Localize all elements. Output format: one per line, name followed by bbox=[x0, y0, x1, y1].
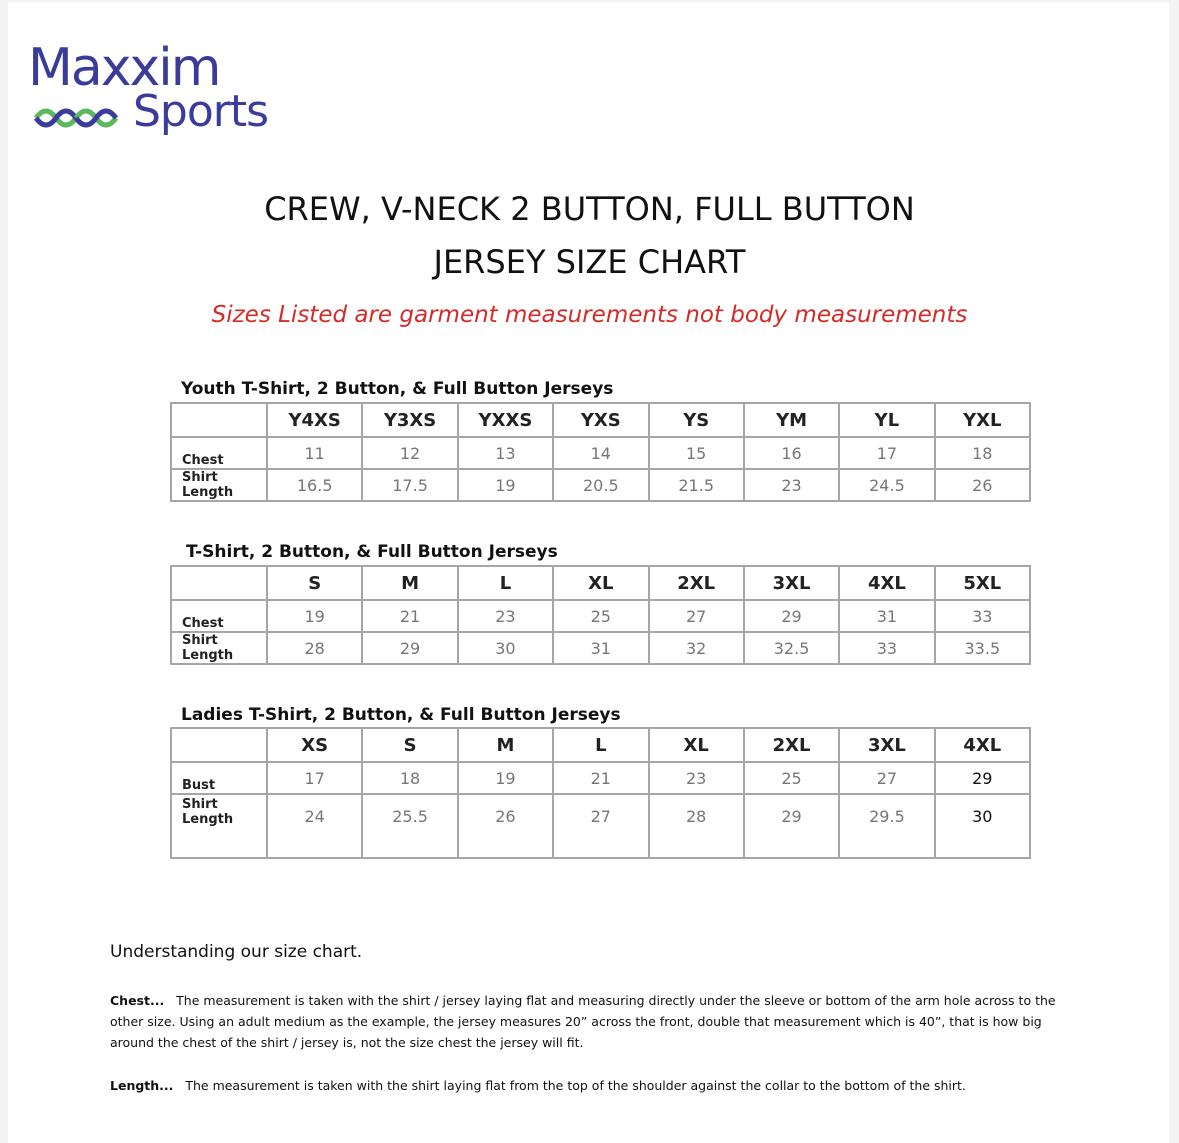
table-cell: 29.5 bbox=[839, 794, 934, 858]
size-header: 4XL bbox=[839, 566, 934, 600]
table-cell: 24.5 bbox=[839, 469, 934, 501]
page-title-line2: JERSEY SIZE CHART bbox=[433, 243, 746, 281]
size-header: XL bbox=[649, 728, 744, 762]
table-cell: 15 bbox=[649, 437, 744, 469]
table-cell: 21.5 bbox=[649, 469, 744, 501]
size-header: Y3XS bbox=[362, 403, 457, 437]
size-header: 2XL bbox=[649, 566, 744, 600]
table-cell: 28 bbox=[649, 794, 744, 858]
row-label: Chest bbox=[171, 600, 267, 632]
table-cell: 17 bbox=[839, 437, 934, 469]
table-cell: 25.5 bbox=[362, 794, 457, 858]
table-cell: 29 bbox=[744, 600, 839, 632]
size-header: M bbox=[362, 566, 457, 600]
size-header: 5XL bbox=[935, 566, 1030, 600]
corner-cell bbox=[171, 728, 267, 762]
table-cell: 27 bbox=[553, 794, 648, 858]
row-label: Shirt Length bbox=[171, 794, 267, 858]
size-header: 4XL bbox=[935, 728, 1030, 762]
table-row bbox=[171, 762, 1030, 794]
table-cell: 20.5 bbox=[553, 469, 648, 501]
size-header: YXL bbox=[935, 403, 1030, 437]
table-cell: 23 bbox=[649, 762, 744, 794]
table-cell: 11 bbox=[267, 437, 362, 469]
chest-explanation-text: The measurement is taken with the shirt / jersey laying flat and measuring directly under the sleeve or bottom of the arm hole across to the other size. Using an adult medium as the example, the jersey measures 20” across the front, double that measurement which is 40”, that is how big around the chest of the shirt / jersey is, not the size chest the jersey will fit. bbox=[110, 993, 1056, 1050]
logo-wordmark-top: Maxxim bbox=[28, 38, 220, 98]
row-label: Bust bbox=[171, 762, 267, 794]
table-cell: 29 bbox=[362, 632, 457, 664]
page-title-line1: CREW, V-NECK 2 BUTTON, FULL BUTTON bbox=[264, 190, 915, 228]
table-cell: 25 bbox=[744, 762, 839, 794]
table-header-row bbox=[171, 728, 1030, 762]
length-explanation bbox=[110, 1075, 1080, 1096]
size-header: YL bbox=[839, 403, 934, 437]
table-cell: 23 bbox=[744, 469, 839, 501]
understanding-heading: Understanding our size chart. bbox=[110, 942, 363, 962]
youth-table-title: Youth T-Shirt, 2 Button, & Full Button Jerseys bbox=[181, 379, 614, 399]
table-cell: 30 bbox=[458, 632, 553, 664]
adult-table-title: T-Shirt, 2 Button, & Full Button Jerseys bbox=[186, 542, 558, 562]
table-cell: 17 bbox=[267, 762, 362, 794]
table-header-row bbox=[171, 403, 1030, 437]
table-cell: 30 bbox=[935, 794, 1030, 858]
table-cell: 16 bbox=[744, 437, 839, 469]
table-cell: 31 bbox=[553, 632, 648, 664]
table-cell: 14 bbox=[553, 437, 648, 469]
table-cell: 18 bbox=[935, 437, 1030, 469]
table-cell: 26 bbox=[935, 469, 1030, 501]
corner-cell bbox=[171, 566, 267, 600]
table-cell: 13 bbox=[458, 437, 553, 469]
row-label: Shirt Length bbox=[171, 632, 267, 664]
table-cell: 25 bbox=[553, 600, 648, 632]
table-cell: 19 bbox=[267, 600, 362, 632]
size-header: M bbox=[458, 728, 553, 762]
table-cell: 32.5 bbox=[744, 632, 839, 664]
size-header: S bbox=[362, 728, 457, 762]
size-header: L bbox=[458, 566, 553, 600]
size-header: YM bbox=[744, 403, 839, 437]
row-label: Chest bbox=[171, 437, 267, 469]
length-explanation-label: Length... bbox=[110, 1078, 174, 1093]
corner-cell bbox=[171, 403, 267, 437]
size-header: XS bbox=[267, 728, 362, 762]
table-row bbox=[171, 632, 1030, 664]
table-row bbox=[171, 794, 1030, 858]
size-header: YXXS bbox=[458, 403, 553, 437]
ladies-size-table bbox=[170, 727, 1031, 859]
ladies-table-title: Ladies T-Shirt, 2 Button, & Full Button Jerseys bbox=[181, 705, 621, 725]
size-header: 3XL bbox=[744, 566, 839, 600]
table-cell: 21 bbox=[553, 762, 648, 794]
table-cell: 23 bbox=[458, 600, 553, 632]
size-header: L bbox=[553, 728, 648, 762]
table-cell: 26 bbox=[458, 794, 553, 858]
adult-size-table bbox=[170, 565, 1031, 665]
subtitle-note: Sizes Listed are garment measurements not body measurements bbox=[211, 302, 968, 328]
table-cell: 29 bbox=[935, 762, 1030, 794]
brand-logo bbox=[28, 40, 298, 148]
size-header: YS bbox=[649, 403, 744, 437]
table-cell: 19 bbox=[458, 762, 553, 794]
size-header: 3XL bbox=[839, 728, 934, 762]
table-cell: 21 bbox=[362, 600, 457, 632]
table-cell: 27 bbox=[649, 600, 744, 632]
logo-wordmark-bottom: Sports bbox=[133, 86, 269, 137]
table-cell: 19 bbox=[458, 469, 553, 501]
chest-explanation-label: Chest... bbox=[110, 993, 165, 1008]
length-explanation-text: The measurement is taken with the shirt laying flat from the top of the shoulder against the collar to the bottom of the shirt. bbox=[185, 1078, 966, 1093]
table-cell: 28 bbox=[267, 632, 362, 664]
table-row bbox=[171, 437, 1030, 469]
table-row bbox=[171, 600, 1030, 632]
table-row bbox=[171, 469, 1030, 501]
table-cell: 27 bbox=[839, 762, 934, 794]
chest-explanation bbox=[110, 990, 1080, 1053]
table-cell: 16.5 bbox=[267, 469, 362, 501]
size-header: Y4XS bbox=[267, 403, 362, 437]
table-cell: 12 bbox=[362, 437, 457, 469]
row-label: Shirt Length bbox=[171, 469, 267, 501]
table-cell: 18 bbox=[362, 762, 457, 794]
table-cell: 24 bbox=[267, 794, 362, 858]
table-header-row bbox=[171, 566, 1030, 600]
logo-swoosh-icon bbox=[28, 98, 128, 138]
table-cell: 33 bbox=[839, 632, 934, 664]
size-header: YXS bbox=[553, 403, 648, 437]
table-cell: 31 bbox=[839, 600, 934, 632]
table-cell: 17.5 bbox=[362, 469, 457, 501]
size-header: S bbox=[267, 566, 362, 600]
table-cell: 33.5 bbox=[935, 632, 1030, 664]
size-header: 2XL bbox=[744, 728, 839, 762]
table-cell: 32 bbox=[649, 632, 744, 664]
youth-size-table bbox=[170, 402, 1031, 502]
table-cell: 33 bbox=[935, 600, 1030, 632]
size-header: XL bbox=[553, 566, 648, 600]
table-cell: 29 bbox=[744, 794, 839, 858]
